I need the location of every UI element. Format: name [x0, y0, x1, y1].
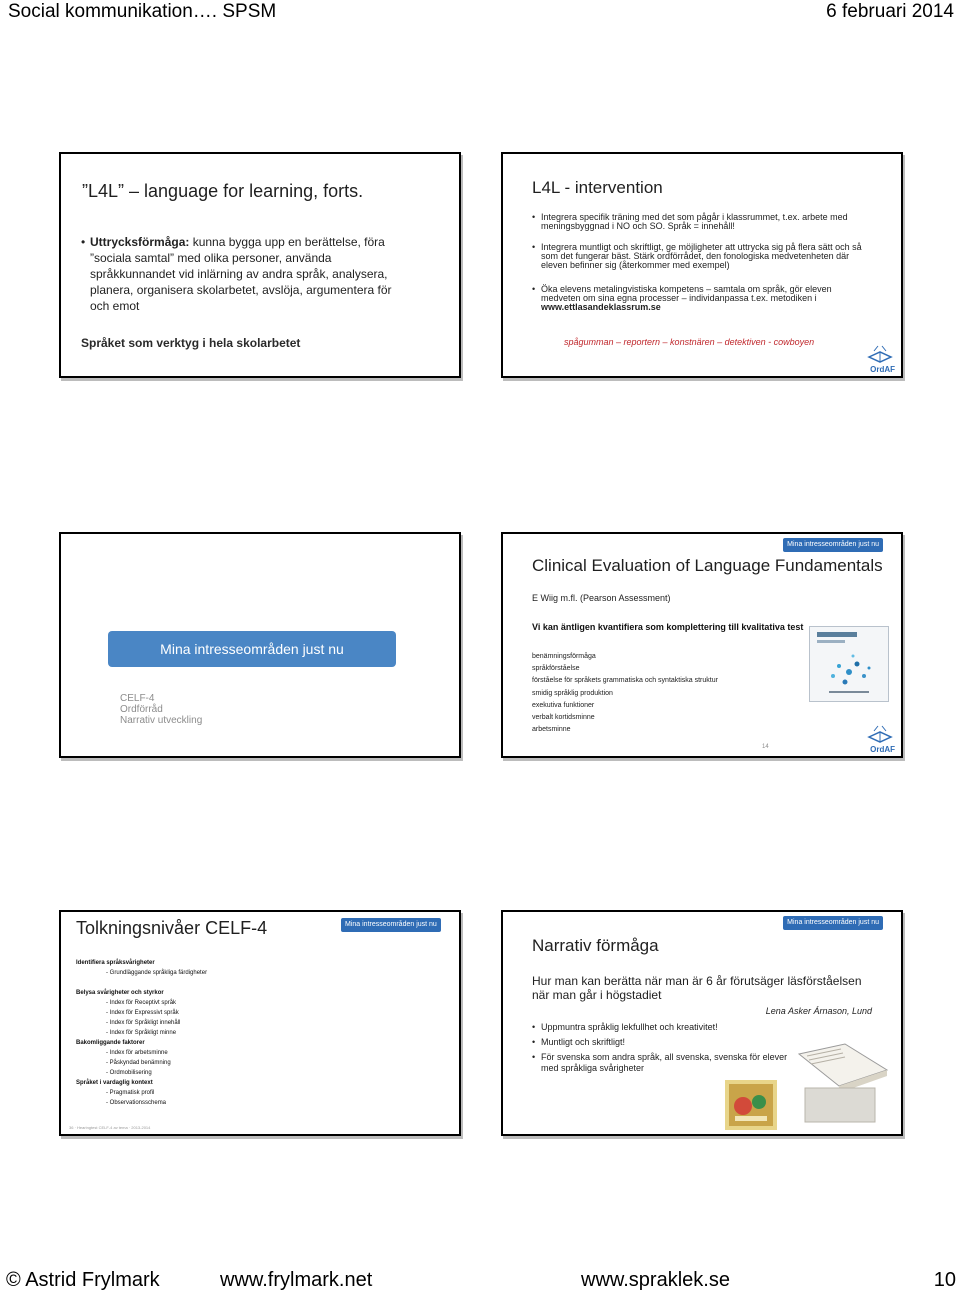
slide-title: Clinical Evaluation of Language Fundamentals — [532, 556, 883, 575]
list-item: benämningsförmåga — [532, 653, 596, 660]
slide-note: Språket som verktyg i hela skolarbetet — [81, 336, 301, 350]
footer-copyright: © Astrid Frylmark — [6, 1269, 160, 1291]
citation: Lena Asker Árnason, Lund — [765, 1006, 872, 1016]
bullet-list — [532, 1022, 792, 1074]
list-item: exekutiva funktioner — [532, 701, 595, 709]
list-item: - Index för Språkligt innehåll — [106, 1020, 181, 1026]
slide-l4l-forts — [59, 152, 461, 378]
picture-book-image — [725, 1080, 777, 1130]
list-item: - Påskyndad benämning — [106, 1060, 171, 1066]
banner: Mina intresseområden just nu — [108, 631, 396, 667]
list-item: förståelse för språkets grammatiska och syntaktiska struktur — [532, 677, 718, 685]
slide-title: Tolkningsnivåer CELF-4 — [76, 918, 268, 938]
slide-footnote: 36 · Hearingtest CELF-4 av tema · 2013-2014 — [69, 1125, 151, 1130]
list-item: • Öka elevens metalingvistiska kompetens – samtala om språk, gör eleven medveten om sina egna processer – individanpassa t.ex. metodiken i www.ettlasandeklassrum.se — [532, 285, 872, 312]
roles-line: spågumman – reportern – konstnären – detektiven - cowboyen — [564, 337, 815, 347]
logo-text: OrdAF — [870, 365, 895, 374]
interpretation-levels — [76, 958, 207, 1108]
slide-title: ”L4L” – language for learning, forts. — [82, 181, 364, 201]
page-number: 10 — [933, 1269, 956, 1291]
list-item: - Ordmobilisering — [106, 1070, 152, 1076]
list-item: smidig språklig produktion — [532, 689, 613, 697]
list-item: • Uttrycksförmåga: kunna bygga upp en berättelse, föra ”sociala samtal” med olika personer, använda språkkunnandet vid inlärning av andra språk, analysera, planera, organisera skolarbetet, avslöja, argumentera för och emot — [81, 234, 399, 314]
ability-list — [532, 651, 718, 736]
list-item: • Integrera specifik träning med det som pågår i klassrummet, t.ex. arbete med meningsbyggnad i NO och SO. Språk = innehåll! — [532, 213, 872, 231]
list-item: • För svenska som andra språk, all svenska, svenska för elever med språkliga svårigheter — [532, 1052, 792, 1074]
list-item: Narrativ utveckling — [120, 715, 203, 726]
link-ettlasandeklassrum[interactable]: www.ettlasandeklassrum.se — [541, 302, 661, 312]
slide-tolkningsnivaer — [59, 910, 461, 1136]
interest-tag: Mina intresseområden just nu — [783, 916, 883, 930]
level-heading: Identifiera språksvårigheter — [76, 960, 155, 966]
list-item: • Uppmuntra språklig lekfullhet och kreativitet! — [532, 1022, 792, 1033]
list-item: Ordförråd — [120, 704, 163, 715]
list-item: • Integrera muntligt och skriftligt, ge möjligheter att uttrycka sig på flera sätt och så som det fungerar bäst. Stärk ordförrådet, den fonologiska medvetenheten där eleven befinner sig (återkommer med exempel) — [532, 243, 872, 270]
list-item: - Index för Språkligt minne — [106, 1030, 177, 1036]
logo-text: OrdAF — [870, 745, 895, 754]
celf-book-cover-image — [809, 626, 889, 702]
level-heading: Bakomliggande faktorer — [76, 1040, 145, 1046]
list-item: - Index för Receptivt språk — [106, 1000, 177, 1006]
slide-narrativ — [501, 910, 903, 1136]
author-line: E Wiig m.fl. (Pearson Assessment) — [532, 593, 671, 603]
list-item: - Pragmatisk profil — [106, 1090, 155, 1096]
footer-link-spraklek[interactable]: www.spraklek.se — [581, 1269, 730, 1291]
slide-number: 14 — [762, 744, 769, 750]
slide-title: L4L - intervention — [532, 178, 663, 197]
slide-celf — [501, 532, 903, 758]
list-item: arbetsminne — [532, 726, 571, 734]
claim-line: Vi kan äntligen kvantifiera som komplettering till kvalitativa test — [532, 622, 804, 632]
list-item: - Grundläggande språkliga färdigheter — [106, 970, 208, 976]
slide-title: Narrativ förmåga — [532, 936, 659, 955]
list-item: - Index för arbetsminne — [106, 1050, 168, 1056]
list-item: - Observationsschema — [106, 1100, 167, 1106]
level-heading: Belysa svårigheter och styrkor — [76, 990, 164, 996]
level-heading: Språket i vardaglig kontext — [76, 1080, 153, 1086]
topic-list — [120, 693, 202, 726]
bullet-list — [81, 234, 399, 314]
header-left: Social kommunikation…. SPSM — [8, 1, 277, 22]
list-item: språkförståelse — [532, 665, 580, 673]
list-item: CELF-4 — [120, 693, 155, 704]
header-right: 6 februari 2014 — [826, 1, 954, 22]
list-item: • Muntligt och skriftligt! — [532, 1037, 792, 1048]
open-book-image — [793, 1036, 893, 1124]
footer-link-frylmark[interactable]: www.frylmark.net — [220, 1269, 373, 1291]
lead-text: Hur man kan berätta när man är 6 år förutsäger läsförståelsen när man går i högstadiet — [532, 974, 862, 1002]
list-item: verbalt kortidsminne — [532, 714, 595, 722]
bullet-list — [532, 213, 872, 312]
list-item: - Index för Expressivt språk — [106, 1010, 179, 1016]
interest-tag: Mina intresseområden just nu — [341, 918, 441, 932]
slide-intresseomraden — [59, 532, 461, 758]
slide-l4l-intervention — [501, 152, 903, 378]
interest-tag: Mina intresseområden just nu — [783, 538, 883, 552]
